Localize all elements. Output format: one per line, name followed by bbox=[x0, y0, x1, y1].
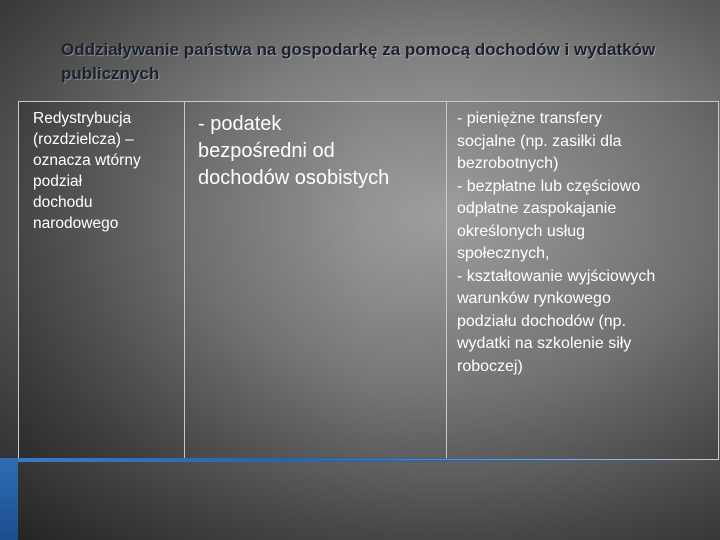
slide-title: Oddziaływanie państwa na gospodarkę za pomocą dochodów i wydatków publicznych bbox=[61, 40, 656, 83]
revenue-text: - podatek bezpośredni od dochodów osobistych bbox=[198, 113, 390, 189]
accent-bar-left bbox=[0, 458, 18, 540]
table-cell-revenue bbox=[185, 102, 447, 459]
definition-text: Redystrybucja (rozdzielcza) – oznacza wtórny podział dochodu narodowego bbox=[33, 110, 141, 232]
table-cell-expenditure bbox=[447, 102, 719, 459]
content-table bbox=[18, 101, 719, 460]
accent-bar-bottom bbox=[0, 458, 720, 462]
expenditure-text: - pieniężne transfery socjalne (np. zasiłki dla bezrobotnych) - bezpłatne lub częściowo odpłatne zaspokajanie określonych usług społecznych, - kształtowanie wyjściowych warunków rynkowego podziału dochodów (np. wydatki na szkolenie siły roboczej) bbox=[457, 110, 656, 375]
table-cell-definition bbox=[19, 102, 185, 459]
